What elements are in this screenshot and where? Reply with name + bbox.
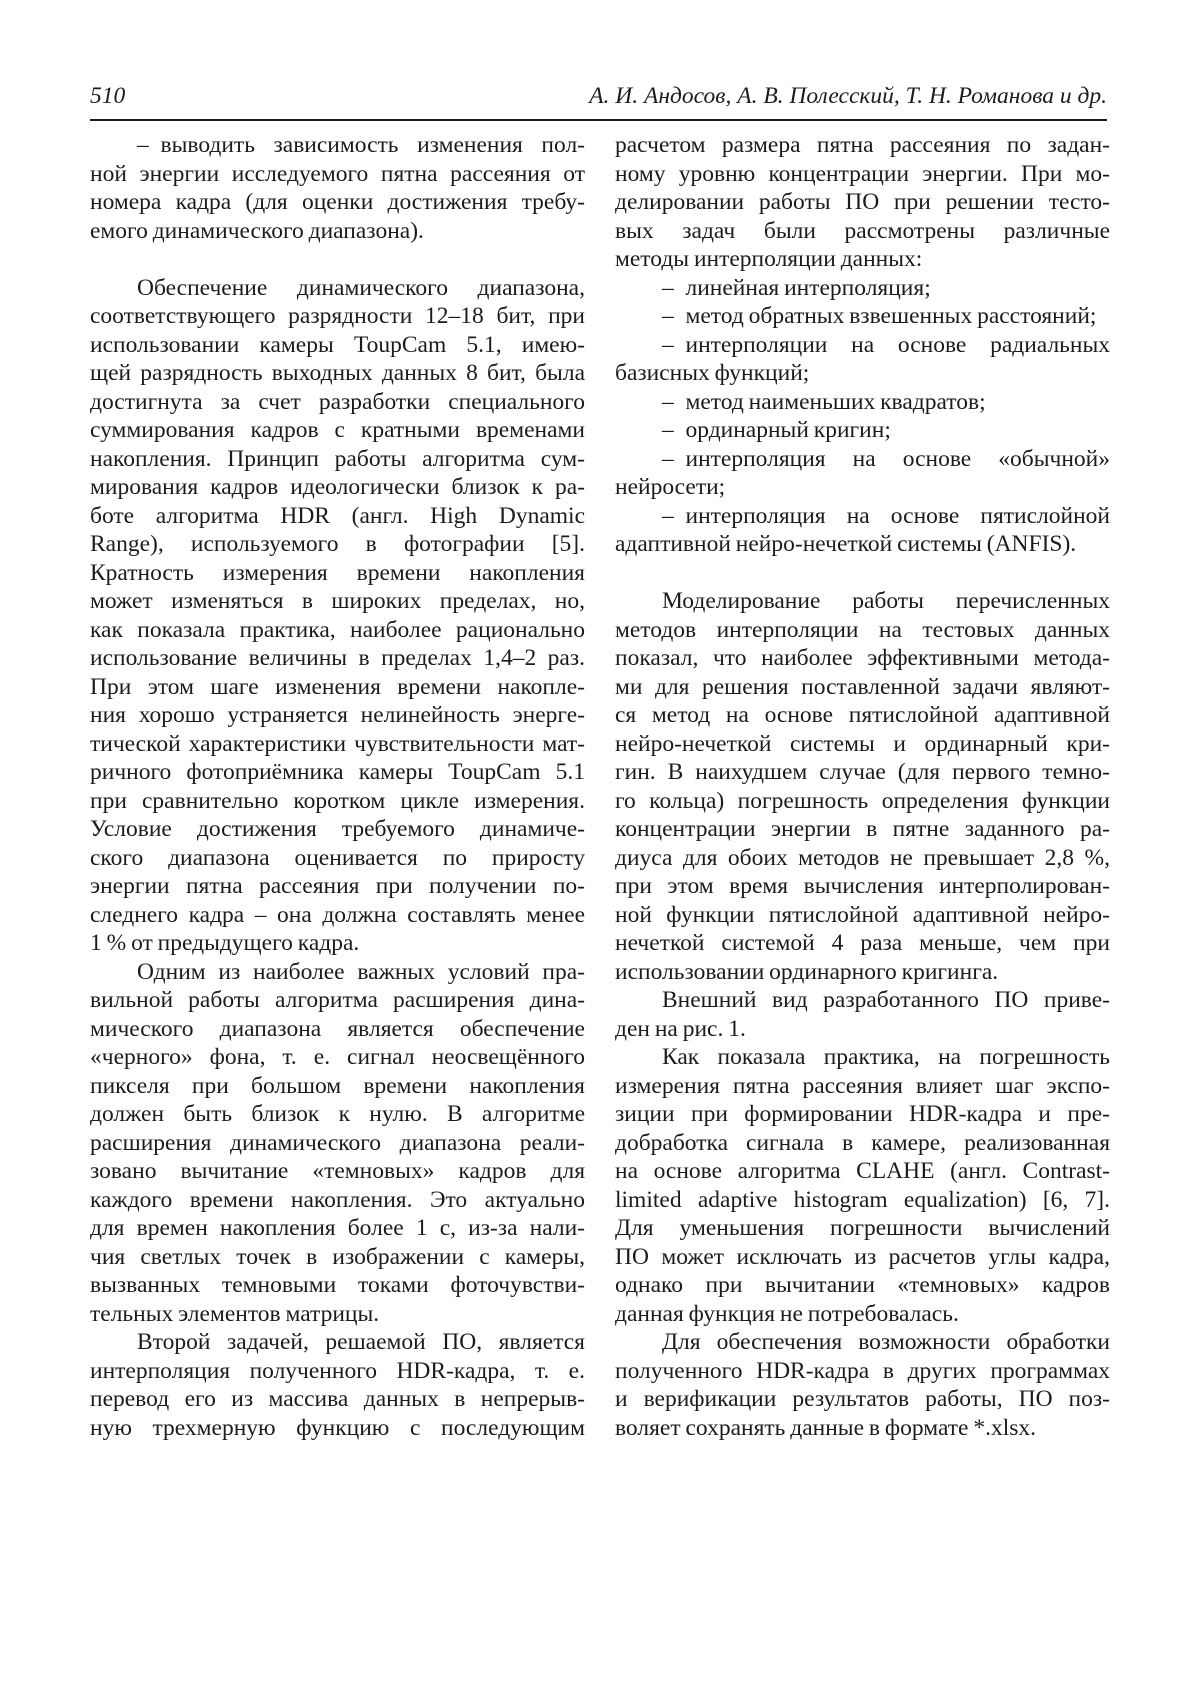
text-line: ния хорошо устраняется нелинейность энерге- <box>90 702 585 728</box>
paragraph-gap <box>90 245 585 274</box>
text-line: однако при вычитании «темновых» кадров <box>615 1272 1110 1298</box>
left-column <box>90 131 585 1442</box>
text-line: Обеспечение динамического диапазона, <box>137 274 585 301</box>
text-line: 1 % от предыдущего кадра. <box>90 930 360 956</box>
text-line: Range), используемого в фотографии [5]. <box>90 531 585 557</box>
text-line: – метод наименьших квадратов; <box>662 388 986 415</box>
text-line: ского диапазона оценивается по приросту <box>90 844 585 871</box>
text-line: емого динамического диапазона). <box>90 217 424 244</box>
text-line: базисных функций; <box>615 360 810 386</box>
text-line: нечеткой системой 4 раза меньше, чем при <box>615 930 1110 956</box>
text-line: перевод его из массива данных в непрерыв- <box>90 1386 585 1412</box>
text-line: – линейная интерполяция; <box>662 274 931 301</box>
text-line: достигнута за счет разработки специального <box>90 388 585 415</box>
text-body <box>90 131 1110 1442</box>
text-line: ную трехмерную функцию с последующим <box>90 1414 585 1441</box>
text-line: воляет сохранять данные в формате *.xlsx. <box>615 1414 1037 1441</box>
text-line: расчетом размера пятна рассеяния по задан- <box>615 132 1110 158</box>
text-line: Второй задачей, решаемой ПО, является <box>137 1329 585 1355</box>
text-line: тической характеристики чувствительности мат- <box>90 730 585 757</box>
text-line: нейросети; <box>615 474 726 500</box>
text-line: энергии пятна рассеяния при получении по- <box>90 873 585 899</box>
text-line: – интерполяции на основе радиальных <box>662 331 1110 358</box>
text-line: показал, что наиболее эффективными метода- <box>615 645 1110 671</box>
text-line: полученного HDR-кадра в других программах <box>615 1357 1110 1384</box>
text-line: при этом время вычисления интерполирован- <box>615 873 1110 899</box>
text-line: диуса для обоих методов не превышает 2,8 %, <box>615 844 1110 871</box>
text-line: – интерполяция на основе пятислойной <box>662 502 1110 529</box>
text-line: го кольца) погрешность определения функции <box>615 787 1110 814</box>
text-line: адаптивной нейро-нечеткой системы (ANFIS). <box>615 531 1077 557</box>
text-line: Одним из наиболее важных условий пра- <box>137 958 585 985</box>
text-line: нейро-нечеткой системы и ординарный кри- <box>615 730 1110 757</box>
text-line: Кратность измерения времени накопления <box>90 559 585 586</box>
text-line: – ординарный кригин; <box>662 417 891 443</box>
text-line: ной энергии исследуемого пятна рассеяния от <box>90 160 585 187</box>
text-line: мирования кадров идеологически близок к ра- <box>90 474 585 500</box>
paragraph-gap <box>615 559 1110 588</box>
text-line: боте алгоритма HDR (англ. High Dynamic <box>90 502 585 529</box>
text-line: тельных элементов матрицы. <box>90 1300 380 1327</box>
text-line: вых задач были рассмотрены различные <box>615 217 1110 244</box>
text-line: как показала практика, наиболее рационально <box>90 616 585 643</box>
text-line: для времен накопления более 1 с, из-за нали- <box>90 1215 585 1241</box>
text-line: методы интерполяции данных: <box>615 246 923 272</box>
text-line: пикселя при большом времени накопления <box>90 1072 585 1099</box>
text-line: вызванных темновыми токами фоточувстви- <box>90 1272 585 1298</box>
text-line: ричного фотоприёмника камеры ToupCam 5.1 <box>90 759 585 785</box>
text-line: может изменяться в широких пределах, но, <box>90 588 585 614</box>
text-line: ной функции пятислойной адаптивной нейро- <box>615 901 1110 928</box>
text-line: делировании работы ПО при решении тесто- <box>615 189 1110 215</box>
text-line: концентрации энергии в пятне заданного ра- <box>615 816 1110 842</box>
page-header <box>90 83 1107 109</box>
text-line: использование величины в пределах 1,4–2 раз. <box>90 645 585 671</box>
text-line: гин. В наихудшем случае (для первого темно- <box>615 759 1110 785</box>
text-line: следнего кадра – она должна составлять менее <box>90 901 585 928</box>
text-line: – выводить зависимость изменения пол- <box>137 132 585 158</box>
right-column <box>615 131 1110 1442</box>
text-line: использовании камеры ToupCam 5.1, имею- <box>90 331 585 358</box>
text-line: щей разрядность выходных данных 8 бит, была <box>90 360 585 386</box>
text-line: вильной работы алгоритма расширения дина- <box>90 987 585 1013</box>
text-line: Для уменьшения погрешности вычислений <box>615 1215 1110 1241</box>
text-line: Внешний вид разработанного ПО приве- <box>662 987 1110 1013</box>
text-line: и верификации результатов работы, ПО поз- <box>615 1386 1110 1412</box>
text-line: Как показала практика, на погрешность <box>662 1044 1110 1070</box>
text-line: методов интерполяции на тестовых данных <box>615 616 1110 643</box>
text-line: Для обеспечения возможности обработки <box>662 1329 1110 1355</box>
text-line: limited adaptive histogram equalization) [6, 7]. <box>615 1186 1110 1213</box>
text-line: должен быть близок к нулю. В алгоритме <box>90 1101 585 1127</box>
text-line: номера кадра (для оценки достижения требу- <box>90 189 585 215</box>
text-line: накопления. Принцип работы алгоритма сум- <box>90 445 585 472</box>
text-line: данная функция не потребовалась. <box>615 1300 959 1327</box>
page-number: 510 <box>90 83 126 109</box>
text-line: измерения пятна рассеяния влияет шаг экспо- <box>615 1072 1110 1099</box>
text-line: – метод обратных взвешенных расстояний; <box>662 303 1097 329</box>
text-line: суммирования кадров с кратными временами <box>90 417 585 443</box>
text-line: соответствующего разрядности 12–18 бит, при <box>90 303 585 329</box>
text-line: использовании ординарного кригинга. <box>615 958 999 985</box>
header-rule <box>90 119 1107 121</box>
text-line: зовано вычитание «темновых» кадров для <box>90 1158 585 1184</box>
text-line: ден на рис. 1. <box>615 1015 746 1042</box>
text-line: интерполяция полученного HDR-кадра, т. е. <box>90 1357 585 1384</box>
text-line: каждого времени накопления. Это актуально <box>90 1186 585 1213</box>
text-line: при сравнительно коротком цикле измерения. <box>90 787 585 814</box>
text-line: Условие достижения требуемого динамиче- <box>90 816 585 842</box>
text-line: ся метод на основе пятислойной адаптивной <box>615 702 1110 728</box>
text-line: – интерполяция на основе «обычной» <box>662 445 1110 472</box>
text-line: ному уровню концентрации энергии. При мо- <box>615 160 1110 187</box>
text-line: чия светлых точек в изображении с камеры, <box>90 1243 585 1270</box>
text-line: При этом шаге изменения времени накопле- <box>90 673 585 700</box>
text-line: расширения динамического диапазона реали- <box>90 1129 585 1156</box>
running-head: А. И. Андосов, А. В. Полесский, Т. Н. Романова и др. <box>589 83 1107 109</box>
text-line: ПО может исключать из расчетов углы кадра, <box>615 1243 1110 1270</box>
text-line: добработка сигнала в камере, реализованная <box>615 1129 1110 1156</box>
text-line: зиции при формировании HDR-кадра и пре- <box>615 1101 1110 1127</box>
text-line: ми для решения поставленной задачи являют- <box>615 673 1110 700</box>
text-line: Моделирование работы перечисленных <box>662 588 1110 614</box>
text-line: мического диапазона является обеспечение <box>90 1015 585 1042</box>
text-line: на основе алгоритма CLAHE (англ. Contrast- <box>615 1158 1110 1184</box>
text-line: «черного» фона, т. е. сигнал неосвещённого <box>90 1044 585 1070</box>
